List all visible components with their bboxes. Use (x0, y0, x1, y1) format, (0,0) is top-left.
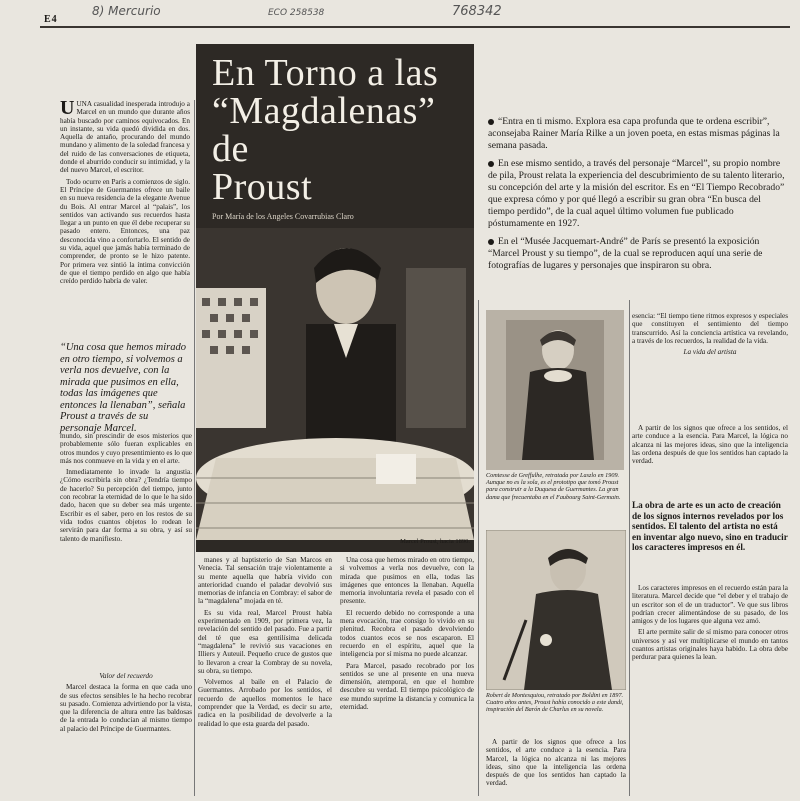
greffulhe-portrait-photo (486, 310, 624, 470)
article-paragraph: Volvemos al baile en el Palacio de Guermantes. Arrobado por los sentidos, el recuerdo de aquellos momentos le hace comprender que la Verdad, es decir su arte, radica en la posibilidad de devolverle a la realidad lo que esta guarda del pasado. (198, 678, 332, 728)
lead-section (488, 116, 788, 278)
headline-line: En Torno a las (212, 52, 439, 94)
article-column-4-body (632, 424, 788, 496)
bullet-icon (488, 119, 494, 125)
article-paragraph: Inmediatamente lo invade la angustia. ¿Cómo escribirla sin obra? ¿Tendría tiempo de hacerlo? Su percepción del tiempo, junto con recobrar la eternidad de lo que le ha sido dado, hacen que su deber sea más urgente. Escribir es el saber, pero en los restos de su vida todos cuantos objetos lo rodean le servirán para dar forma a su obra, y así su talento de manifiesto. (60, 468, 192, 543)
montesquiou-portrait-photo (486, 530, 626, 690)
header-rule (40, 26, 790, 28)
article-paragraph: manes y al baptisterio de San Marcos en Venecia. Tal sensación traje violentamente a su mente aquella que habría vivido con anterioridad cuando el paladar devolvió sus memorias de infancia en Combray: el sabor de la “magdalena” mojada en té. (198, 556, 332, 606)
section-subhead: La vida del artista (683, 348, 737, 357)
lead-paragraph: “Entra en ti mismo. Explora esa capa profunda que te ordena escribir”, aconsejaba Rainer María Rilke a un joven poeta, en estas mismas páginas la semana pasada. (488, 116, 780, 151)
headline (212, 54, 474, 206)
article-paragraph: El arte permite salir de sí mismo para conocer otros universos y así ver multiplicarse el mundo en tantos cuantos artistas originales haya habido. La obra debe perdurar para quienes la lean. (632, 628, 788, 662)
article-column-3b (486, 738, 626, 796)
article-paragraph: esencia: “El tiempo tiene ritmos expresos y especiales que constituyen el sentimiento del tiempo transcurrido. Así la conciencia artística va revelando, a través de los recuerdos, la realidad de la vida. (632, 312, 788, 345)
article-paragraph: Una cosa que hemos mirado en otro tiempo, si volvemos a verla nos devuelve, con la mirada que pusimos en ella, todas las imágenes que entonces la llenaban. Aquella memoria involuntaria revela el pasado con el presente. (340, 556, 474, 606)
article-column-4b (632, 584, 788, 796)
archive-id-note: ECO 258538 (268, 8, 325, 18)
headline-photo-block (196, 44, 474, 552)
article-paragraph: Marcel destaca la forma en que cada uno de sus efectos sensibles le ha hecho recobrar su pasado. Comienza advirtiendo por la vista, que la diferencia de altura entre las baldosas de la entrada lo conducían al mismo tiempo al palacio del Príncipe de Guermantes. (60, 683, 192, 733)
bullet-icon (488, 239, 494, 245)
article-column-2 (198, 556, 332, 796)
pull-quote: “Una cosa que hemos mirado en otro tiempo, si volvemos a verla nos devuelve, con la mirada que pusimos en ella, todas las imágenes que entonces la llenaban”, señala Proust a través de su personaje Marcel. (60, 342, 186, 434)
handwritten-number: 768342 (452, 4, 502, 19)
article-column-1c (60, 672, 192, 796)
article-paragraph: Todo ocurre en París a comienzos de siglo. El Príncipe de Guermantes ofrece un baile en su nueva residencia de la elegante Avenue du Bois. Al entrar Marcel al “palais”, los sentidos van activando sus recuerdos hasta llegar a un punto en que él debe recuperar su pasado entero. Entonces, una paz desconocida vino a confortarlo. El sentido de su vida, aquel que jamás había terminado de comprender, de pronto se le hizo patente. Por primera vez sintió la íntima convicción de que el tiempo perdido en algo que había creído perdido habría de valer. (60, 177, 190, 286)
drop-cap: U (60, 100, 75, 119)
article-column-3 (340, 556, 474, 796)
article-paragraph: Es su vida real, Marcel Proust había experimentado en 1909, por primera vez, la revelación del sentido del pasado. Fue a partir del té que esa gentilísima delicada “magdalena” le revivió sus vacaciones en Illiers y Auteuil. Pequeño cruce de gustos que lo llevaron a crear la Combray de su novela, su obra, su tiempo. (198, 608, 332, 675)
article-paragraph: Los caracteres impresos en el recuerdo están para la literatura. Marcel decide que “el deber y el trabajo de un escritor son el de un traductor”. Ve que sus libros podrían crecer alimentándose de su pasado, de los amigos y de los lugares que alguna vez amó. (632, 584, 788, 626)
article-paragraph: A partir de los signos que ofrece a los sentidos, el arte conduce a la esencia. Para Marcel, la lógica no alcanza ni las mejores ideas, sino que la inteligencia las ordena después de que los sentidos han captado la verdad. (486, 738, 626, 788)
page-label: E4 (44, 14, 58, 25)
article-column-4 (632, 312, 788, 422)
article-column-1 (60, 100, 190, 328)
photo-caption: Robert de Montesquiou, retratado por Boldini en 1897. Cuatro años antes, Proust había conocido a este dandi, inspiración del Barón de Charlus en su novela. (486, 692, 624, 714)
bullet-icon (488, 161, 494, 167)
article-paragraph: A partir de los signos que ofrece a los sentidos, el arte conduce a la esencia. Para Marcel, la lógica no alcanza ni las mejores ideas, sino que la inteligencia las ordena después de que los sentidos han captado la verdad. (632, 424, 788, 466)
photo-caption: Marcel Proust, hacia 1890. (400, 538, 470, 545)
headline-line: Proust (212, 166, 313, 208)
photo-caption: Comtesse de Greffulhe, retratada por Laszlo en 1909. Aunque no es la sola, es el prototipo que tomó Proust para construir a la Duquesa de Guermantes. La gran dama que frecuentaba en el Faubourg Saint-Germain. (486, 472, 621, 501)
column-rule (194, 100, 195, 796)
article-column-1b (60, 432, 192, 670)
column-rule (629, 300, 630, 796)
section-subhead: Valor del recuerdo (99, 672, 153, 680)
lead-paragraph: En ese mismo sentido, a través del personaje “Marcel”, su propio nombre de pila, Proust relata la experiencia del descubrimiento de su talento literario, su concepción del arte y la misión del escritor. Es en “El Tiempo Recobrado” que expresa cómo y por qué llegó a escribir su gran obra “En busca del tiempo perdido”, de la cual aquel último volumen fue publicado póstumamente en 1927. (488, 158, 785, 229)
article-paragraph: UUNA casualidad inesperada introdujo a Marcel en un mundo que durante años había buscado por caminos equivocados. En un instante, su vida quedó dividida en dos. Aquella de antaño, procurando del mundo mundano y alimento de la soledad francesa y del ruido de las conversaciones de etiqueta, donde el aburrido conducir su intimidad, y la del nuevo Marcel, el escritor. (60, 100, 190, 175)
lead-paragraph: En el “Musée Jacquemart-André” de París se presentó la exposición “Marcel Proust y su tiempo”, de la cual se reproducen aquí una serie de fotografías de lugares y personajes que inspiraron su obra. (488, 236, 763, 271)
handwritten-source-note: 8) Mercurio (92, 4, 161, 18)
article-paragraph: El recuerdo debido no corresponde a una mera evocación, trae consigo lo vivido en su plenitud. Recobra el pasado devolviendo todos cuantos ecos se nos escaparon. El recuerdo en el espíritu, aquel que la inteligencia por sí misma no puede alcanzar. (340, 608, 474, 659)
headline-line: “Magdalenas” de (212, 90, 436, 170)
proust-portrait-photo (196, 228, 474, 540)
article-paragraph: mundo, sin prescindir de esos misterios que probablemente sólo fueran explicables en otros mundos y cuyo presentimiento es lo que más nos conmueve en la vida y en el arte. (60, 432, 192, 465)
article-paragraph: Para Marcel, pasado recobrado por los sentidos se une al presente en una nueva dimensión, atemporal, en que el hombre descubre su verdad. El tiempo psicológico de ese mundo suprime la distancia y comunica la eternidad. (340, 661, 474, 712)
pull-quote: La obra de arte es un acto de creación de los signos internos revelados por los sentidos. El talento del artista no está en inventar algo nuevo, sino en traducir los caracteres impresos en él. (632, 500, 788, 552)
column-rule (478, 300, 479, 796)
byline: Por María de los Angeles Covarrubias Claro (212, 212, 354, 221)
